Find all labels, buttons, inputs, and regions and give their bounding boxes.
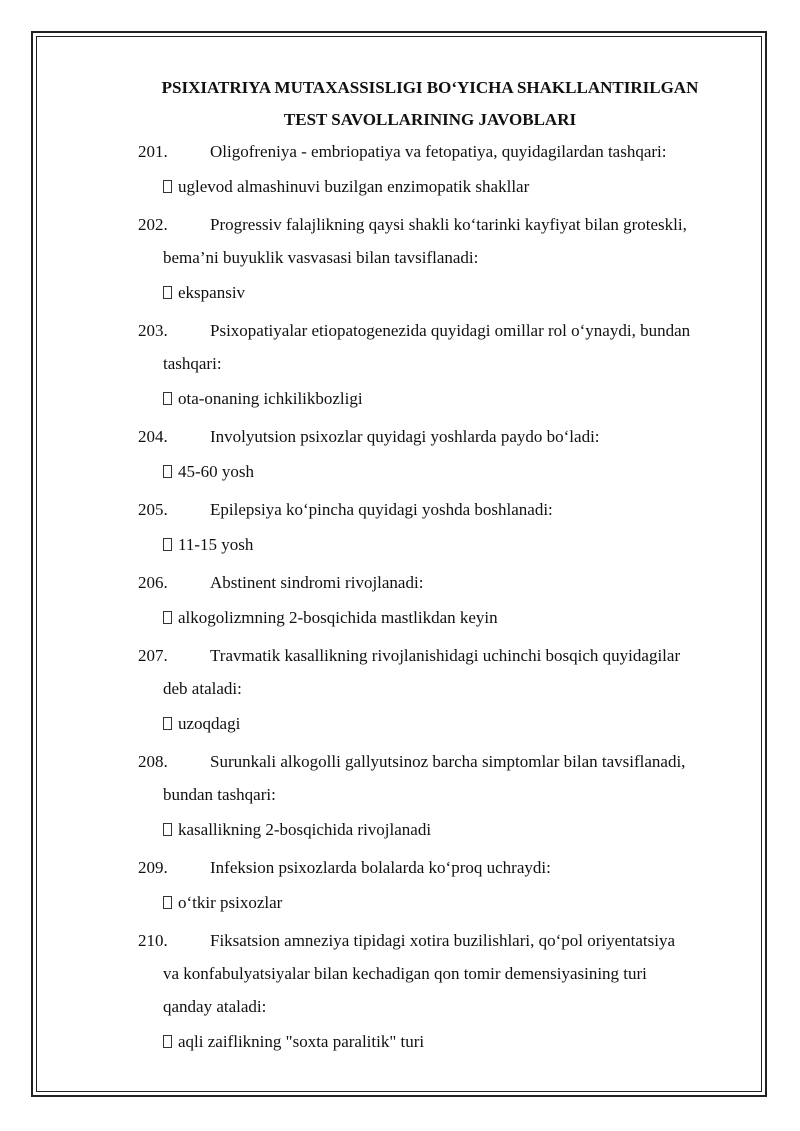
answer-line — [163, 175, 529, 199]
question-text: Epilepsiya ko‘pincha quyidagi yoshda boshlanadi: — [210, 500, 553, 519]
answer-line — [163, 818, 431, 842]
answer-line — [163, 460, 254, 484]
question-text: va konfabulyatsiyalar bilan kechadigan qon tomir demensiyasining turi — [163, 964, 647, 983]
answer-text: aqli zaiflikning "soxta paralitik" turi — [178, 1032, 425, 1051]
question-number: 208. — [138, 752, 168, 771]
checkbox-glyph-icon — [163, 896, 172, 909]
question-text: Infeksion psixozlarda bolalarda ko‘proq uchraydi: — [210, 858, 551, 877]
checkbox-glyph-icon — [163, 1035, 172, 1048]
answer-line — [163, 1030, 424, 1054]
answer-text: alkogolizmning 2-bosqichida mastlikdan keyin — [178, 608, 498, 627]
answer-line — [163, 712, 240, 736]
checkbox-glyph-icon — [163, 611, 172, 624]
answer-text: 45-60 yosh — [178, 462, 255, 481]
question-number: 201. — [138, 142, 168, 161]
question-text: bema’ni buyuklik vasvasasi bilan tavsiflanadi: — [163, 248, 479, 267]
checkbox-glyph-icon — [163, 180, 172, 193]
question-text: Surunkali alkogolli gallyutsinoz barcha simptomlar bilan tavsiflanadi, — [210, 752, 686, 771]
answer-line — [163, 281, 245, 305]
question-number: 204. — [138, 427, 168, 446]
answer-line — [163, 891, 282, 915]
question-number: 205. — [138, 500, 168, 519]
question-text: Involyutsion psixozlar quyidagi yoshlarda paydo bo‘ladi: — [210, 427, 600, 446]
question-number: 202. — [138, 215, 168, 234]
answer-text: ekspansiv — [178, 283, 246, 302]
question-number: 206. — [138, 573, 168, 592]
answer-text: uglevod almashinuvi buzilgan enzimopatik shakllar — [178, 177, 530, 196]
question-text: qanday ataladi: — [163, 997, 267, 1016]
answer-line — [163, 606, 498, 630]
question-number: 210. — [138, 931, 168, 950]
checkbox-glyph-icon — [163, 392, 172, 405]
question-number: 209. — [138, 858, 168, 877]
question-text: tashqari: — [163, 354, 222, 373]
question-number: 203. — [138, 321, 168, 340]
answer-text: ota-onaning ichkilikbozligi — [178, 389, 363, 408]
checkbox-glyph-icon — [163, 717, 172, 730]
question-text: Psixopatiyalar etiopatogenezida quyidagi omillar rol o‘ynaydi, bundan — [210, 321, 691, 340]
question-text: Progressiv falajlikning qaysi shakli ko‘tarinki kayfiyat bilan groteskli, — [210, 215, 687, 234]
checkbox-glyph-icon — [163, 465, 172, 478]
answer-text: 11-15 yosh — [178, 535, 254, 554]
question-text: Travmatik kasallikning rivojlanishidagi uchinchi bosqich quyidagilar — [210, 646, 681, 665]
question-number: 207. — [138, 646, 168, 665]
answer-line — [163, 387, 363, 411]
document-title-line-1: PSIXIATRIYA MUTAXASSISLIGI BO‘YICHA SHAKLLANTIRILGAN — [161, 78, 699, 97]
question-text: Fiksatsion amneziya tipidagi xotira buzilishlari, qo‘pol oriyentatsiya — [210, 931, 676, 950]
question-text: bundan tashqari: — [163, 785, 276, 804]
question-text: Oligofreniya - embriopatiya va fetopatiya, quyidagilardan tashqari: — [210, 142, 667, 161]
question-text: Abstinent sindromi rivojlanadi: — [210, 573, 424, 592]
checkbox-glyph-icon — [163, 538, 172, 551]
answer-line — [163, 533, 253, 557]
checkbox-glyph-icon — [163, 823, 172, 836]
answer-text: uzoqdagi — [178, 714, 241, 733]
question-text: deb ataladi: — [163, 679, 242, 698]
document-title-line-2: TEST SAVOLLARINING JAVOBLARI — [283, 110, 577, 129]
answer-text: o‘tkir psixozlar — [178, 893, 283, 912]
answer-text: kasallikning 2-bosqichida rivojlanadi — [178, 820, 432, 839]
checkbox-glyph-icon — [163, 286, 172, 299]
